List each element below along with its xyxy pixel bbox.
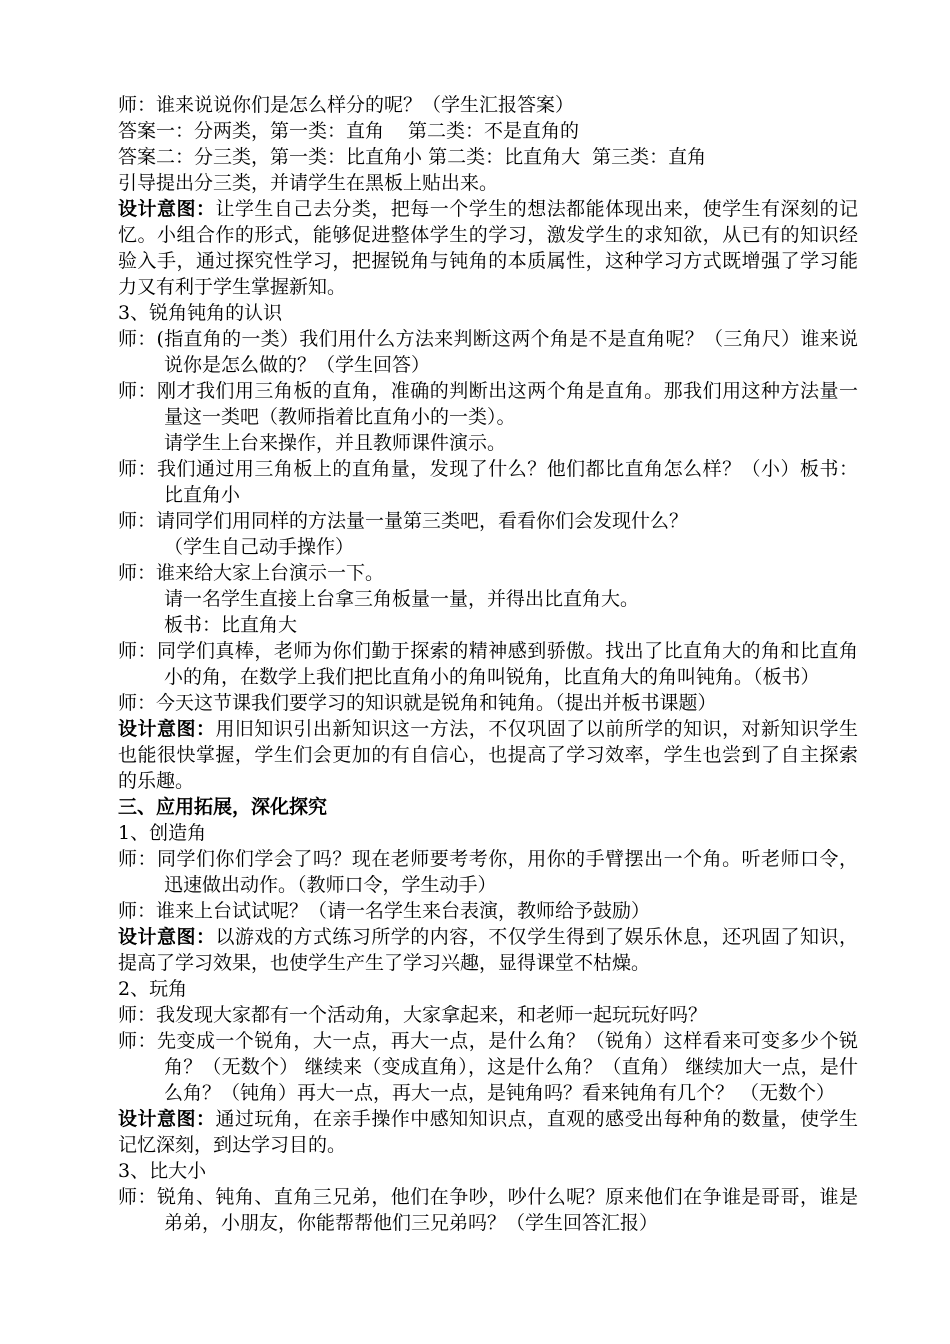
subsection-heading: 2、玩角 xyxy=(118,978,188,1000)
paragraph: 师：谁来说说你们是怎么样分的呢？（学生汇报答案） xyxy=(118,94,575,116)
paragraph: 师：谁来给大家上台演示一下。 xyxy=(118,562,385,584)
paragraph: 师：今天这节课我们要学习的知识就是锐角和钝角。（提出并板书课题） xyxy=(118,692,717,714)
design-intent-text: 通过玩角，在亲手操作中感知知识点，直观的感受出每种角的数量，使学生记忆深刻，到达学习目的。 xyxy=(118,1108,858,1156)
paragraph: （学生自己动手操作） xyxy=(164,536,355,558)
design-intent xyxy=(118,716,858,794)
subsection-heading: 1、创造角 xyxy=(118,822,207,844)
paragraph: 请学生上台来操作，并且教师课件演示。 xyxy=(164,432,507,454)
design-intent xyxy=(118,924,858,976)
answer-one-part2: 第二类：不是直角的 xyxy=(408,120,580,142)
paragraph: 师：谁来上台试试呢？（请一名学生来台表演，教师给予鼓励） xyxy=(118,900,651,922)
paragraph: 师：同学们真棒，老师为你们勤于探索的精神感到骄傲。找出了比直角大的角和比直角小的角，在数学上我们把比直角小的角叫锐角，比直角大的角叫钝角。（板书） xyxy=(118,640,858,688)
answer-one: 答案一：分两类，第一类：直角 xyxy=(118,120,385,142)
design-intent xyxy=(118,1106,858,1158)
answer-two-part2: 第二类：比直角大 xyxy=(428,146,581,168)
paragraph: 师：先变成一个锐角，大一点，再大一点，是什么角？（锐角）这样看来可变多少个锐角？（无数个） 继续来（变成直角），这是什么角？（直角） 继续加大一点，是什么角？（钝角）再大一点，再大一点，是钝角吗？看来钝角有几个？ （无数个） xyxy=(118,1030,858,1104)
paragraph: 师：同学们你们学会了吗？现在老师要考考你，用你的手臂摆出一个角。听老师口令，迅速做出动作。（教师口令，学生动手） xyxy=(118,848,858,896)
design-intent-label: 设计意图： xyxy=(118,198,216,220)
design-intent-text: 以游戏的方式练习所学的内容，不仅学生得到了娱乐休息，还巩固了知识，提高了学习效果，也使学生产生了学习兴趣，显得课堂不枯燥。 xyxy=(118,926,858,974)
design-intent-text: 用旧知识引出新知识这一方法，不仅巩固了以前所学的知识，对新知识学生也能很快掌握，学生们会更加的有自信心，也提高了学习效率，学生也尝到了自主探索的乐趣。 xyxy=(118,718,858,792)
paragraph: 引导提出分三类，并请学生在黑板上贴出来。 xyxy=(118,172,499,194)
paragraph: 师：我们通过用三角板上的直角量，发现了什么？他们都比直角怎么样？（小）板书：比直角小 xyxy=(118,458,858,506)
paragraph: 师：锐角、钝角、直角三兄弟，他们在争吵，吵什么呢？原来他们在争谁是哥哥，谁是弟弟，小朋友，你能帮帮他们三兄弟吗？（学生回答汇报） xyxy=(118,1186,858,1234)
design-intent-label: 设计意图： xyxy=(118,718,216,740)
design-intent-label: 设计意图： xyxy=(118,1108,216,1130)
document-body xyxy=(118,92,858,1236)
section-heading: 3、锐角钝角的认识 xyxy=(118,302,283,324)
paragraph: 板书：比直角大 xyxy=(164,614,298,636)
paragraph xyxy=(118,144,858,170)
paragraph: 师：刚才我们用三角板的直角，准确的判断出这两个角是直角。那我们用这种方法量一量这一类吧（教师指着比直角小的一类）。 xyxy=(118,380,858,428)
subsection-heading: 3、比大小 xyxy=(118,1160,207,1182)
answer-two: 答案二：分三类，第一类：比直角小 xyxy=(118,146,423,168)
paragraph: 师：我发现大家都有一个活动角，大家拿起来，和老师一起玩玩好吗？ xyxy=(118,1004,708,1026)
design-intent-text: 让学生自己去分类，把每一个学生的想法都能体现出来，使学生有深刻的记忆。小组合作的形式，能够促进整体学生的学习，激发学生的求知欲，从已有的知识经验入手，通过探究性学习，把握锐角与钝角的本质属性，这种学习方式既增强了学习能力又有利于学生掌握新知。 xyxy=(118,198,858,298)
section-heading: 三、应用拓展，深化探究 xyxy=(118,796,328,818)
paragraph xyxy=(118,118,858,144)
design-intent-label: 设计意图： xyxy=(118,926,216,948)
paragraph: 师：请同学们用同样的方法量一量第三类吧，看看你们会发现什么？ xyxy=(118,510,689,532)
paragraph: 请一名学生直接上台拿三角板量一量，并得出比直角大。 xyxy=(164,588,640,610)
paragraph: 师：(指直角的一类）我们用什么方法来判断这两个角是不是直角呢？（三角尺）谁来说说你是怎么做的？（学生回答） xyxy=(118,328,858,376)
design-intent xyxy=(118,196,858,300)
answer-two-part3: 第三类：直角 xyxy=(592,146,707,168)
